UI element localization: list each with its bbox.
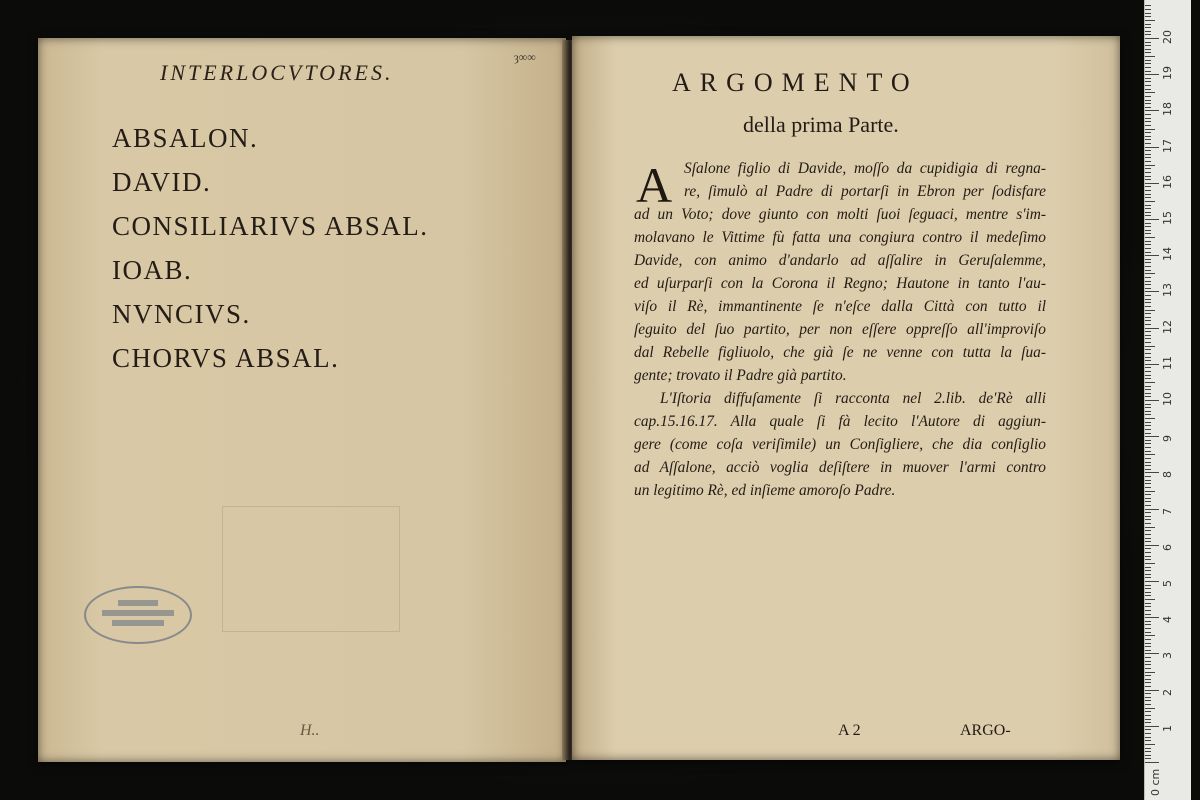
ruler-tick — [1145, 451, 1151, 452]
text-line: ad un Voto; dove giunto con molti ſuoi ſeguaci, mentre s'im- — [634, 206, 1046, 223]
ruler-number: 16 — [1161, 174, 1174, 189]
ruler-tick — [1145, 523, 1151, 524]
ruler-number: 1 — [1161, 724, 1174, 732]
ruler-unit-label: 0 cm — [1149, 768, 1162, 796]
ruler-tick — [1145, 407, 1151, 408]
ruler-tick — [1145, 295, 1151, 296]
ruler-tick — [1145, 400, 1159, 401]
ruler-tick — [1145, 679, 1151, 680]
ruler-tick — [1145, 270, 1151, 271]
ruler-tick — [1145, 509, 1159, 510]
ruler-tick — [1145, 89, 1151, 90]
cast-item: IOAB. — [112, 255, 193, 285]
ruler-tick — [1145, 248, 1151, 249]
ruler-tick — [1145, 639, 1151, 640]
ruler-tick — [1145, 570, 1151, 571]
ruler-tick — [1145, 429, 1151, 430]
ruler-number: 18 — [1161, 102, 1174, 117]
ruler-tick — [1145, 755, 1151, 756]
ruler-tick — [1145, 494, 1151, 495]
ruler-tick — [1145, 16, 1151, 17]
ruler-tick — [1145, 697, 1151, 698]
ruler-tick — [1145, 364, 1159, 365]
ruler-tick — [1145, 418, 1155, 419]
ruler-tick — [1145, 150, 1151, 151]
ruler-tick — [1145, 201, 1155, 202]
ruler-tick — [1145, 729, 1151, 730]
ruler-tick — [1145, 331, 1151, 332]
ruler-tick — [1145, 512, 1151, 513]
ruler-tick — [1145, 121, 1151, 122]
ruler-tick — [1145, 342, 1151, 343]
ruler-tick — [1145, 386, 1151, 387]
ruler-tick — [1145, 447, 1151, 448]
ruler-tick — [1145, 440, 1151, 441]
ruler-tick — [1145, 38, 1159, 39]
ruler-tick — [1145, 758, 1151, 759]
ruler-tick — [1145, 744, 1155, 745]
ruler-tick — [1145, 353, 1151, 354]
ruler-tick — [1145, 632, 1151, 633]
ruler-tick — [1145, 682, 1151, 683]
ruler-number: 19 — [1161, 66, 1174, 81]
ruler-tick — [1145, 302, 1151, 303]
ruler-tick — [1145, 78, 1151, 79]
ruler-tick — [1145, 172, 1151, 173]
ruler-number: 7 — [1161, 507, 1174, 515]
ruler-tick — [1145, 20, 1155, 21]
ruler-tick — [1145, 675, 1151, 676]
ruler-tick — [1145, 498, 1151, 499]
ruler-number: 12 — [1161, 319, 1174, 334]
ruler-tick — [1145, 183, 1159, 184]
ruler-tick — [1145, 154, 1151, 155]
ruler-tick — [1145, 205, 1151, 206]
text-line: dal Rebelle figliuolo, che già ſe ne venne con tutta la ſua- — [634, 344, 1046, 361]
ruler-tick — [1145, 519, 1151, 520]
ruler-tick — [1145, 411, 1151, 412]
ruler-tick — [1145, 107, 1151, 108]
signature-mark: A 2 — [838, 722, 861, 739]
ruler-tick — [1145, 92, 1155, 93]
ruler-tick — [1145, 545, 1159, 546]
ruler-tick — [1145, 541, 1151, 542]
ruler-tick — [1145, 74, 1159, 75]
ruler-tick — [1145, 635, 1155, 636]
ruler-tick — [1145, 653, 1159, 654]
ruler-tick — [1145, 548, 1151, 549]
page-title: ARGOMENTO — [672, 68, 919, 97]
ruler-tick — [1145, 266, 1151, 267]
ruler-tick — [1145, 443, 1151, 444]
ruler-tick — [1145, 722, 1151, 723]
ruler-tick — [1145, 27, 1151, 28]
ruler-tick — [1145, 324, 1151, 325]
ruler-tick — [1145, 45, 1151, 46]
text-line: ſeguito del ſuo partito, per non eſſere oppreſſo all'improviſo — [634, 321, 1046, 338]
ruler-tick — [1145, 686, 1151, 687]
ruler-tick — [1145, 129, 1155, 130]
ruler-tick — [1145, 454, 1155, 455]
text-line: gente; trovato il Padre già partito. — [634, 367, 847, 384]
ruler-tick — [1145, 595, 1151, 596]
ruler-tick — [1145, 338, 1151, 339]
left-folio: H.. — [300, 722, 320, 739]
ruler-tick — [1145, 85, 1151, 86]
ruler-tick — [1145, 552, 1151, 553]
cast-list — [112, 116, 429, 380]
text-line: L'Iſtoria diffuſamente ſi racconta nel 2.lib. de'Rè alli — [660, 390, 1046, 407]
ruler-tick — [1145, 110, 1159, 111]
ruler-tick — [1145, 306, 1151, 307]
ruler-tick — [1145, 621, 1151, 622]
ruler-tick — [1145, 157, 1151, 158]
library-stamp-icon — [84, 586, 192, 644]
ruler-tick — [1145, 657, 1151, 658]
ruler-tick — [1145, 603, 1151, 604]
ruler-tick — [1145, 465, 1151, 466]
ruler-tick — [1145, 244, 1151, 245]
ruler-tick — [1145, 711, 1151, 712]
ruler-tick — [1145, 34, 1151, 35]
ruler-tick — [1145, 52, 1151, 53]
ruler-tick — [1145, 708, 1155, 709]
ruler-tick — [1145, 161, 1151, 162]
ruler-tick — [1145, 487, 1151, 488]
ruler-tick — [1145, 436, 1159, 437]
ruler-number: 14 — [1161, 247, 1174, 262]
ruler-tick — [1145, 194, 1151, 195]
ruler-number: 8 — [1161, 471, 1174, 479]
ruler-tick — [1145, 299, 1151, 300]
ruler-tick — [1145, 136, 1151, 137]
ruler-tick — [1145, 378, 1151, 379]
cast-item: DAVID. — [112, 167, 212, 197]
ruler-tick — [1145, 389, 1151, 390]
ruler-tick — [1145, 462, 1151, 463]
ruler-tick — [1145, 284, 1151, 285]
ruler-tick — [1145, 733, 1151, 734]
ruler-tick — [1145, 530, 1151, 531]
ruler-tick — [1145, 574, 1151, 575]
ruler-tick — [1145, 223, 1151, 224]
ruler-tick — [1145, 335, 1151, 336]
text-line: gere (come coſa veriſimile) un Conſigliere, che dia conſiglio — [634, 436, 1046, 453]
ruler-tick — [1145, 357, 1151, 358]
ruler-tick — [1145, 762, 1159, 763]
ruler-tick — [1145, 367, 1151, 368]
ruler-tick — [1145, 501, 1151, 502]
ruler-tick — [1145, 143, 1151, 144]
ruler-tick — [1145, 375, 1151, 376]
cast-item: ABSALON. — [112, 123, 259, 153]
ruler-tick — [1145, 176, 1151, 177]
ruler-tick — [1145, 9, 1151, 10]
ruler-tick — [1145, 13, 1151, 14]
ruler-tick — [1145, 505, 1151, 506]
ruler-tick — [1145, 360, 1151, 361]
ruler-number: 15 — [1161, 211, 1174, 225]
ruler-tick — [1145, 252, 1151, 253]
ruler-tick — [1145, 262, 1151, 263]
drop-cap: A — [636, 157, 673, 213]
ruler-tick — [1145, 313, 1151, 314]
ruler-tick — [1145, 404, 1151, 405]
ruler-tick — [1145, 646, 1151, 647]
ruler-tick — [1145, 491, 1155, 492]
ruler-tick — [1145, 71, 1151, 72]
ruler-tick — [1145, 588, 1151, 589]
ruler-tick — [1145, 42, 1151, 43]
ruler-tick — [1145, 458, 1151, 459]
ruler-tick — [1145, 241, 1151, 242]
ruler-tick — [1145, 56, 1155, 57]
ruler-tick — [1145, 147, 1159, 148]
ruler-tick — [1145, 476, 1151, 477]
ruler-tick — [1145, 556, 1151, 557]
ruler-tick — [1145, 288, 1151, 289]
ruler-tick — [1145, 186, 1151, 187]
ruler-tick — [1145, 704, 1151, 705]
ruler-tick — [1145, 538, 1151, 539]
ruler-tick — [1145, 715, 1151, 716]
ruler-tick — [1145, 230, 1151, 231]
corner-handwritten-mark: ȝ∞∞ — [514, 50, 536, 64]
ruler-tick — [1145, 179, 1151, 180]
cast-item: CHORVS ABSAL. — [112, 343, 340, 373]
ruler-tick — [1145, 317, 1151, 318]
ruler-number: 13 — [1161, 283, 1174, 298]
ruler-tick — [1145, 577, 1151, 578]
ruler-tick — [1145, 740, 1151, 741]
cast-item: CONSILIARIVS ABSAL. — [112, 211, 429, 241]
ruler-tick — [1145, 726, 1159, 727]
ruler-tick — [1145, 320, 1151, 321]
catchword: ARGO- — [960, 722, 1011, 739]
ruler-tick — [1145, 628, 1151, 629]
ruler-tick — [1145, 516, 1151, 517]
ruler-tick — [1145, 49, 1151, 50]
ruler-tick — [1145, 559, 1151, 560]
ruler-number: 6 — [1161, 543, 1174, 551]
ruler-number: 9 — [1161, 435, 1174, 443]
ruler-tick — [1145, 24, 1151, 25]
ruler-tick — [1145, 425, 1151, 426]
ruler-tick — [1145, 433, 1151, 434]
ruler-tick — [1145, 5, 1151, 6]
ruler-tick — [1145, 81, 1151, 82]
ruler-tick — [1145, 661, 1151, 662]
ruler-tick — [1145, 190, 1151, 191]
ruler-tick — [1145, 751, 1151, 752]
ruler-tick — [1145, 581, 1159, 582]
ruler-number: 2 — [1161, 688, 1174, 696]
ruler-tick — [1145, 349, 1151, 350]
ruler-tick — [1145, 125, 1151, 126]
text-line: viſo il Rè, immantinente ſe n'eſce dalla Città con tutto il — [634, 298, 1046, 315]
ruler-tick — [1145, 233, 1151, 234]
text-line: Davide, con animo d'andarlo ad aſſalire in Geruſalemme, — [634, 252, 1046, 269]
ruler-tick — [1145, 624, 1151, 625]
ruler-tick — [1145, 67, 1151, 68]
text-line: cap.15.16.17. Alla quale ſi fà lecito l'Autore di aggiun- — [634, 413, 1046, 430]
ruler-tick — [1145, 168, 1151, 169]
ruler-tick — [1145, 60, 1151, 61]
ruler-number: 17 — [1161, 138, 1174, 153]
ruler-tick — [1145, 585, 1151, 586]
ruler-tick — [1145, 96, 1151, 97]
ruler-tick — [1145, 118, 1151, 119]
ruler-tick — [1145, 197, 1151, 198]
ruler-tick — [1145, 100, 1151, 101]
ruler-tick — [1145, 606, 1151, 607]
ruler-tick — [1145, 114, 1151, 115]
ruler-tick — [1145, 273, 1155, 274]
ruler-tick — [1145, 748, 1151, 749]
ruler-tick — [1145, 414, 1151, 415]
ruler-number: 3 — [1161, 652, 1174, 660]
cast-heading: INTERLOCVTORES. — [160, 60, 394, 85]
text-line: re, ſimulò al Padre di portarſi in Ebron per ſodisfare — [684, 183, 1046, 200]
text-line: Sſalone figlio di Davide, moſſo da cupidigia di regna- — [684, 160, 1046, 177]
ruler-tick — [1145, 614, 1151, 615]
text-line: ad Aſſalone, acciò voglia deſiſtere in muover l'armi contro — [634, 459, 1046, 476]
ruler-tick — [1145, 527, 1155, 528]
ruler-tick — [1145, 592, 1151, 593]
ruler-tick — [1145, 277, 1151, 278]
ruler-tick — [1145, 281, 1151, 282]
ruler-tick — [1145, 132, 1151, 133]
page-subtitle: della prima Parte. — [743, 112, 899, 137]
ruler-tick — [1145, 291, 1159, 292]
ruler-tick — [1145, 534, 1151, 535]
ruler-tick — [1145, 672, 1155, 673]
ruler-tick — [1145, 472, 1159, 473]
cast-item: NVNCIVS. — [112, 299, 251, 329]
ruler-tick — [1145, 63, 1151, 64]
ruler-tick — [1145, 208, 1151, 209]
ruler-tick — [1145, 700, 1151, 701]
ruler-tick — [1145, 139, 1151, 140]
ruler-tick — [1145, 643, 1151, 644]
ruler-tick — [1145, 382, 1155, 383]
ruler-tick — [1145, 212, 1151, 213]
ruler-tick — [1145, 103, 1151, 104]
ruler-tick — [1145, 237, 1155, 238]
ruler-tick — [1145, 483, 1151, 484]
ruler-tick — [1145, 422, 1151, 423]
ruler-tick — [1145, 215, 1151, 216]
ruler-tick — [1145, 567, 1151, 568]
ruler-tick — [1145, 737, 1151, 738]
ruler-tick — [1145, 219, 1159, 220]
ruler-number: 4 — [1161, 616, 1174, 624]
ruler-tick — [1145, 393, 1151, 394]
ruler-number: 20 — [1161, 30, 1174, 44]
ruler-tick — [1145, 650, 1151, 651]
measuring-ruler — [1144, 0, 1191, 800]
ruler-tick — [1145, 690, 1159, 691]
ruler-tick — [1145, 259, 1151, 260]
ruler-tick — [1145, 610, 1151, 611]
ruler-tick — [1145, 346, 1155, 347]
ruler-tick — [1145, 719, 1151, 720]
ruler-tick — [1145, 165, 1155, 166]
ruler-tick — [1145, 563, 1155, 564]
ruler-tick — [1145, 310, 1155, 311]
ruler-tick — [1145, 396, 1151, 397]
ruler-number: 5 — [1161, 580, 1174, 587]
ruler-tick — [1145, 480, 1151, 481]
text-line: un legitimo Rè, ed inſieme amoroſo Padre. — [634, 482, 896, 499]
ruler-tick — [1145, 469, 1151, 470]
text-line: ed uſurparſi con la Corona il Regno; Hautone in tanto l'au- — [634, 275, 1046, 292]
ruler-number: 11 — [1161, 355, 1174, 370]
ruler-tick — [1145, 226, 1151, 227]
ruler-tick — [1145, 693, 1151, 694]
show-through-plate — [222, 506, 400, 632]
text-line: molavano le Vittime fù fatta una congiura contro il medeſimo — [634, 229, 1046, 246]
ruler-tick — [1145, 328, 1159, 329]
ruler-tick — [1145, 617, 1159, 618]
ruler-number: 10 — [1161, 392, 1174, 406]
ruler-tick — [1145, 31, 1151, 32]
ruler-tick — [1145, 371, 1151, 372]
ruler-tick — [1145, 255, 1159, 256]
ruler-tick — [1145, 664, 1151, 665]
ruler-tick — [1145, 668, 1151, 669]
ruler-tick — [1145, 599, 1155, 600]
